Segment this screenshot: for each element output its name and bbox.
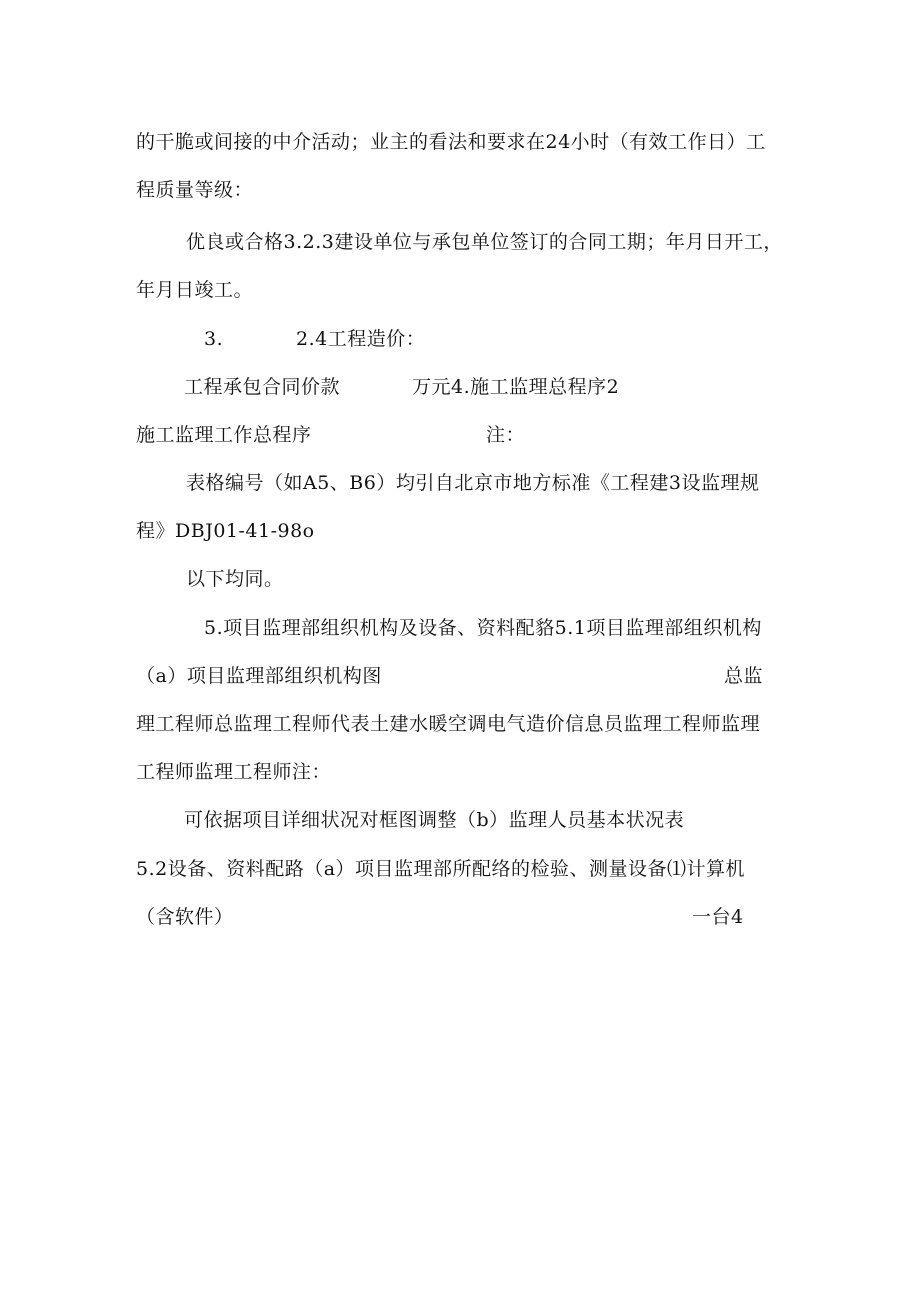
- text-line: 优良或合格3.2.3建设单位与承包单位签订的合同工期；年月日开工，: [186, 231, 783, 253]
- text-line: 理工程师总监理工程师代表土建水暖空调电气造价信息员监理工程师监理: [136, 713, 761, 735]
- text-line: 施工监理工作总程序: [136, 424, 312, 446]
- text-line: （含软件）: [136, 906, 234, 928]
- text-line: 工程承包合同价款: [184, 376, 341, 398]
- text-line: 的干脆或间接的中介活动；业主的看法和要求在24小时（有效工作日）工: [136, 131, 766, 153]
- text-line: 一台4: [692, 906, 744, 928]
- text-line: 5.2设备、资料配路（a）项目监理部所配络的检验、测量设备⑴计算机: [136, 858, 746, 880]
- text-line: 工程师监理工程师注：: [136, 761, 332, 783]
- text-line: 3.: [204, 328, 224, 350]
- text-line: （a）项目监理部组织机构图: [136, 665, 382, 687]
- text-line: 2.4工程造价：: [296, 328, 426, 350]
- text-line: 5.项目监理部组织机构及设备、资料配貉5.1项目监理部组织机构: [204, 617, 762, 639]
- text-line: 以下均同。: [186, 568, 284, 590]
- text-line: 可依据项目详细状况对框图调整（b）监理人员基本状况表: [184, 809, 685, 831]
- text-line: 年月日竣工。: [136, 279, 254, 301]
- text-line: 注：: [486, 424, 526, 446]
- text-line: 总监: [724, 665, 764, 687]
- text-line: 程》DBJ01-41-98o: [136, 520, 315, 542]
- text-line: 表格编号（如A5、B6）均引自北京市地方标准《工程建3设监理规: [186, 472, 760, 494]
- text-line: 万元4.施工监理总程序2: [412, 376, 620, 398]
- text-line: 程质量等级：: [136, 179, 254, 201]
